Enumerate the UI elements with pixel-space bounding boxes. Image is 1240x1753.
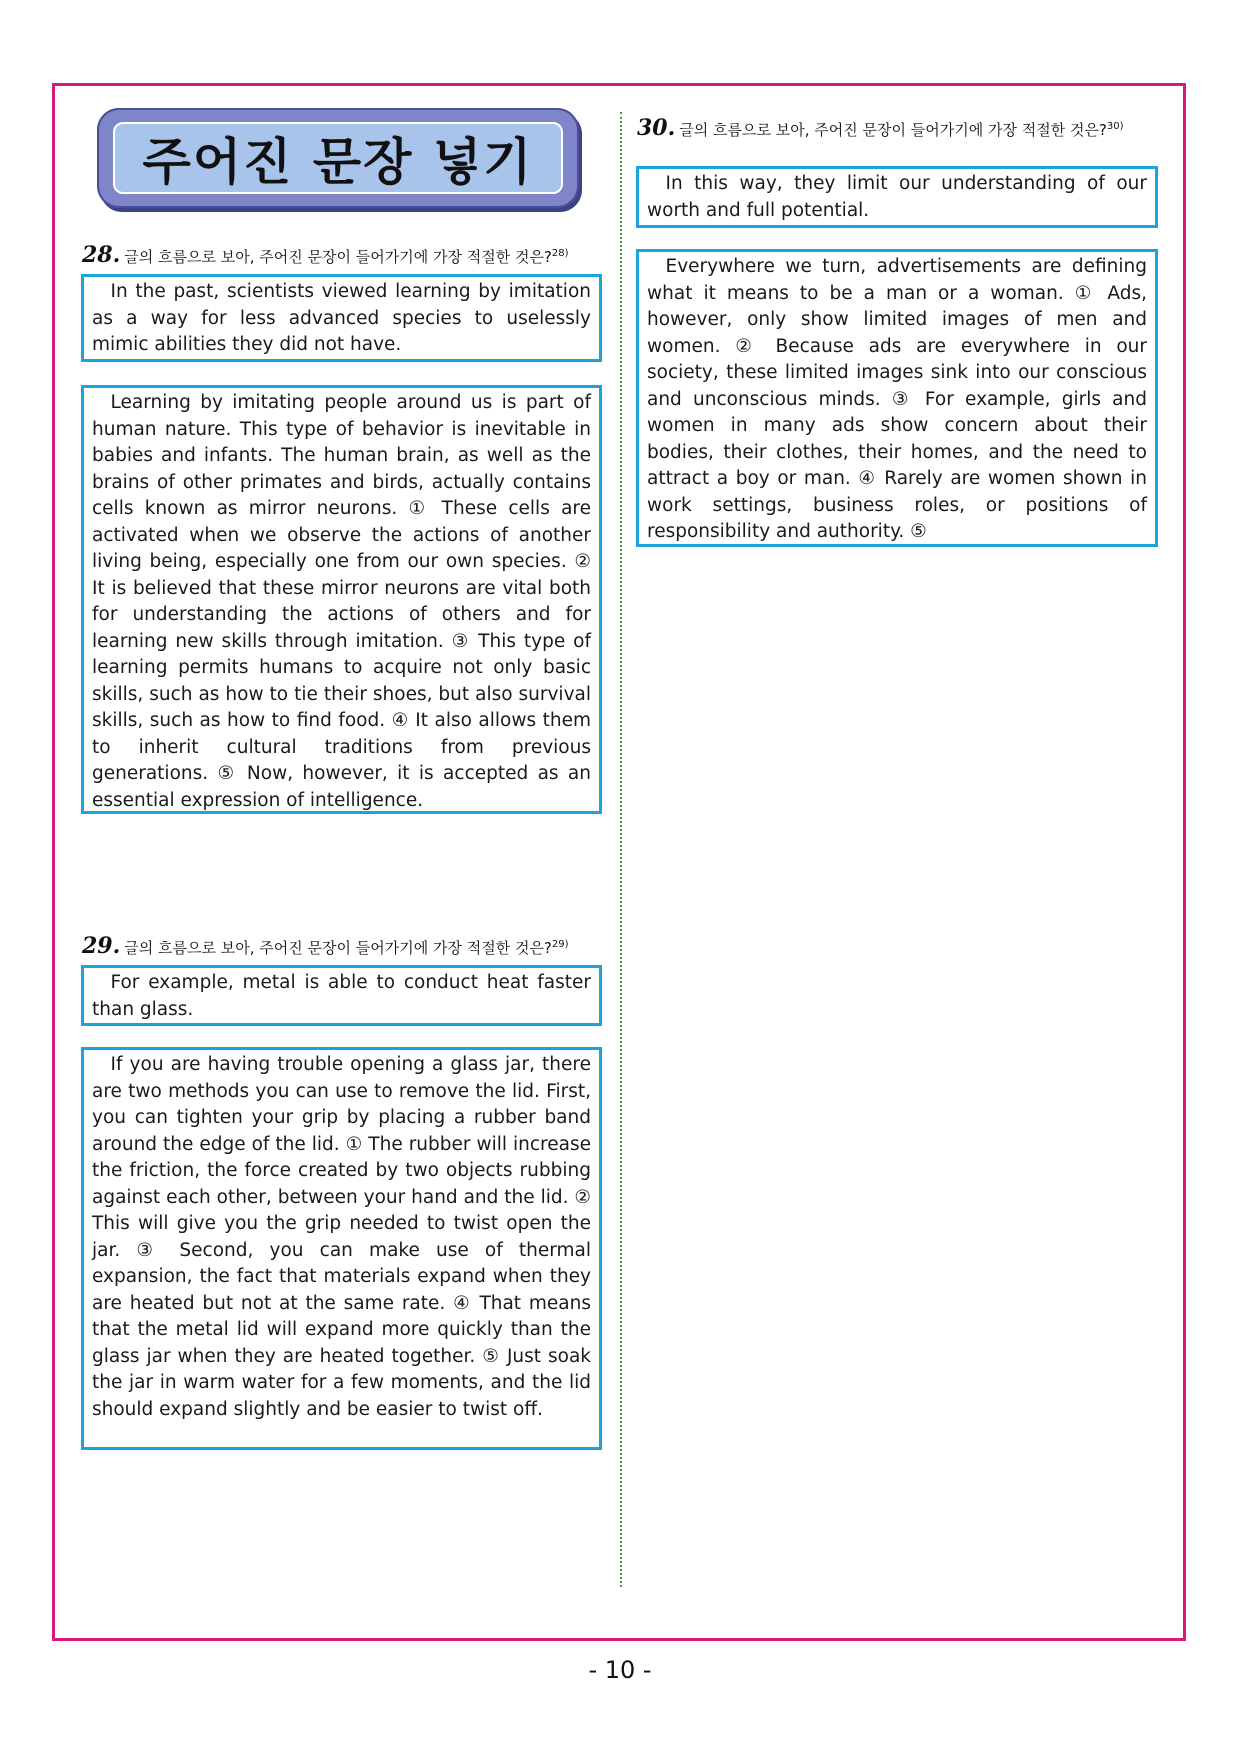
footnote-marker: 30): [1106, 121, 1124, 132]
question-number: 29.: [82, 933, 121, 959]
question-number: 28.: [82, 242, 121, 268]
section-title: 주어진 문장 넣기: [142, 133, 534, 191]
question-prompt: 글의 흐름으로 보아, 주어진 문장이 들어가기에 가장 적절한 것은?: [679, 121, 1107, 139]
page-number: - 10 -: [588, 1656, 652, 1684]
column-divider: [620, 112, 622, 1587]
question-prompt: 글의 흐름으로 보아, 주어진 문장이 들어가기에 가장 적절한 것은?: [124, 248, 552, 266]
question-30-passage: Everywhere we turn, advertisements are defining what it means to be a man or a woman. ① Ads, however, only show limited images of men and women. ② Because ads are everywhere in our society, these limited images sink into our conscious and unconscious minds. ③ For example, girls and women in many ads show concern about their bodies, their clothes, their homes, and the need to attract a boy or man. ④ Rarely are women shown in work settings, business roles, or positions of responsibility and authority. ⑤: [636, 249, 1158, 547]
question-28-header: [82, 244, 602, 267]
question-30-given-sentence: In this way, they limit our understanding of our worth and full potential.: [636, 166, 1158, 228]
footnote-marker: 28): [551, 248, 569, 259]
question-number: 30.: [637, 115, 676, 141]
question-29-passage: If you are having trouble opening a glass jar, there are two methods you can use to remove the lid. First, you can tighten your grip by placing a rubber band around the edge of the lid. ① The rubber will increase the friction, the force created by two objects rubbing against each other, between your hand and the lid. ② This will give you the grip needed to twist open the jar. ③ Second, you can make use of thermal expansion, the fact that materials expand when they are heated but not at the same rate. ④ That means that the metal lid will expand more quickly than the glass jar when they are heated together. ⑤ Just soak the jar in warm water for a few moments, and the lid should expand slightly and be easier to twist off.: [81, 1047, 602, 1450]
question-30-header: [637, 117, 1157, 140]
question-28-given-sentence: In the past, scientists viewed learning by imitation as a way for less advanced species to uselessly mimic abilities they did not have.: [81, 274, 602, 362]
section-title-inner: [113, 122, 563, 194]
question-29-given-sentence: For example, metal is able to conduct heat faster than glass.: [81, 965, 602, 1026]
question-29-header: [82, 935, 602, 958]
footnote-marker: 29): [551, 939, 569, 950]
section-title-banner: [97, 108, 579, 208]
question-prompt: 글의 흐름으로 보아, 주어진 문장이 들어가기에 가장 적절한 것은?: [124, 939, 552, 957]
question-28-passage: Learning by imitating people around us is part of human nature. This type of behavior is inevitable in babies and infants. The human brain, as well as the brains of other primates and birds, actually contains cells known as mirror neurons. ① These cells are activated when we observe the actions of another living being, especially one from our own species. ② It is believed that these mirror neurons are vital both for understanding the actions of others and for learning new skills through imitation. ③ This type of learning permits humans to acquire not only basic skills, such as how to tie their shoes, but also survival skills, such as how to find food. ④ It also allows them to inherit cultural traditions from previous generations. ⑤ Now, however, it is accepted as an essential expression of intelligence.: [81, 385, 602, 814]
